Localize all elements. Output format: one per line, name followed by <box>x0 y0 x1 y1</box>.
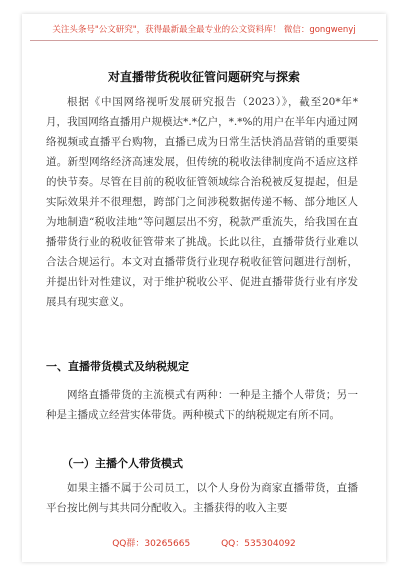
body-paragraph-modes: 网络直播带货的主流模式有两种：一种是主播个人带货；另一种是主播成立经营实体带货。两种模式下的纳税规定有所不同。 <box>46 389 358 421</box>
footer-qq-group: QQ群：30265665 <box>112 539 191 549</box>
footer-qq: QQ：535304092 <box>221 539 296 549</box>
header-banner: 关注头条号"公文研究"，获得最新最全最专业的公文资料库！ 微信：gongwenyj <box>52 25 356 35</box>
body-paragraph-intro: 根据《中国网络视听发展研究报告（2023）》，截至20*年*月，我国网络直播用户规模达*.*亿户，*.*%的用户在半年内通过网络视频或直播平台购物，直播已成为日常生活快消品营销的重要渠道。新型网络经济高速发展，但传统的税收法律制度尚不适应这样的快节奏。尽管在目前的税收征管领域综合治税被反复提起，但是实际效果并不很理想，跨部门之间涉税数据传递不畅、部分地区人为地制造“税收洼地”等问题层出不穷，税款严重流失，给我国在直播带货行业的税收征管带来了挑战。长此以往，直播带货行业难以合法合规运行。本文对直播带货行业现存税收征管问题进行剖析，并提出针对性建议，对于维护税收公平、促进直播带货行业有序发展具有现实意义。 <box>46 96 358 308</box>
document-title: 对直播带货税收征管问题研究与探索 <box>107 70 300 84</box>
body-paragraph-individual: 如果主播不属于公司员工，以个人身份为商家直播带货，直播平台按比例与其共同分配收入。主播获得的收入主要 <box>46 482 358 514</box>
subsection-heading-1: （一）主播个人带货模式 <box>62 457 183 470</box>
footer-contact <box>30 536 378 549</box>
header-divider <box>30 40 378 41</box>
section-heading-1: 一、直播带货模式及纳税规定 <box>46 360 189 373</box>
